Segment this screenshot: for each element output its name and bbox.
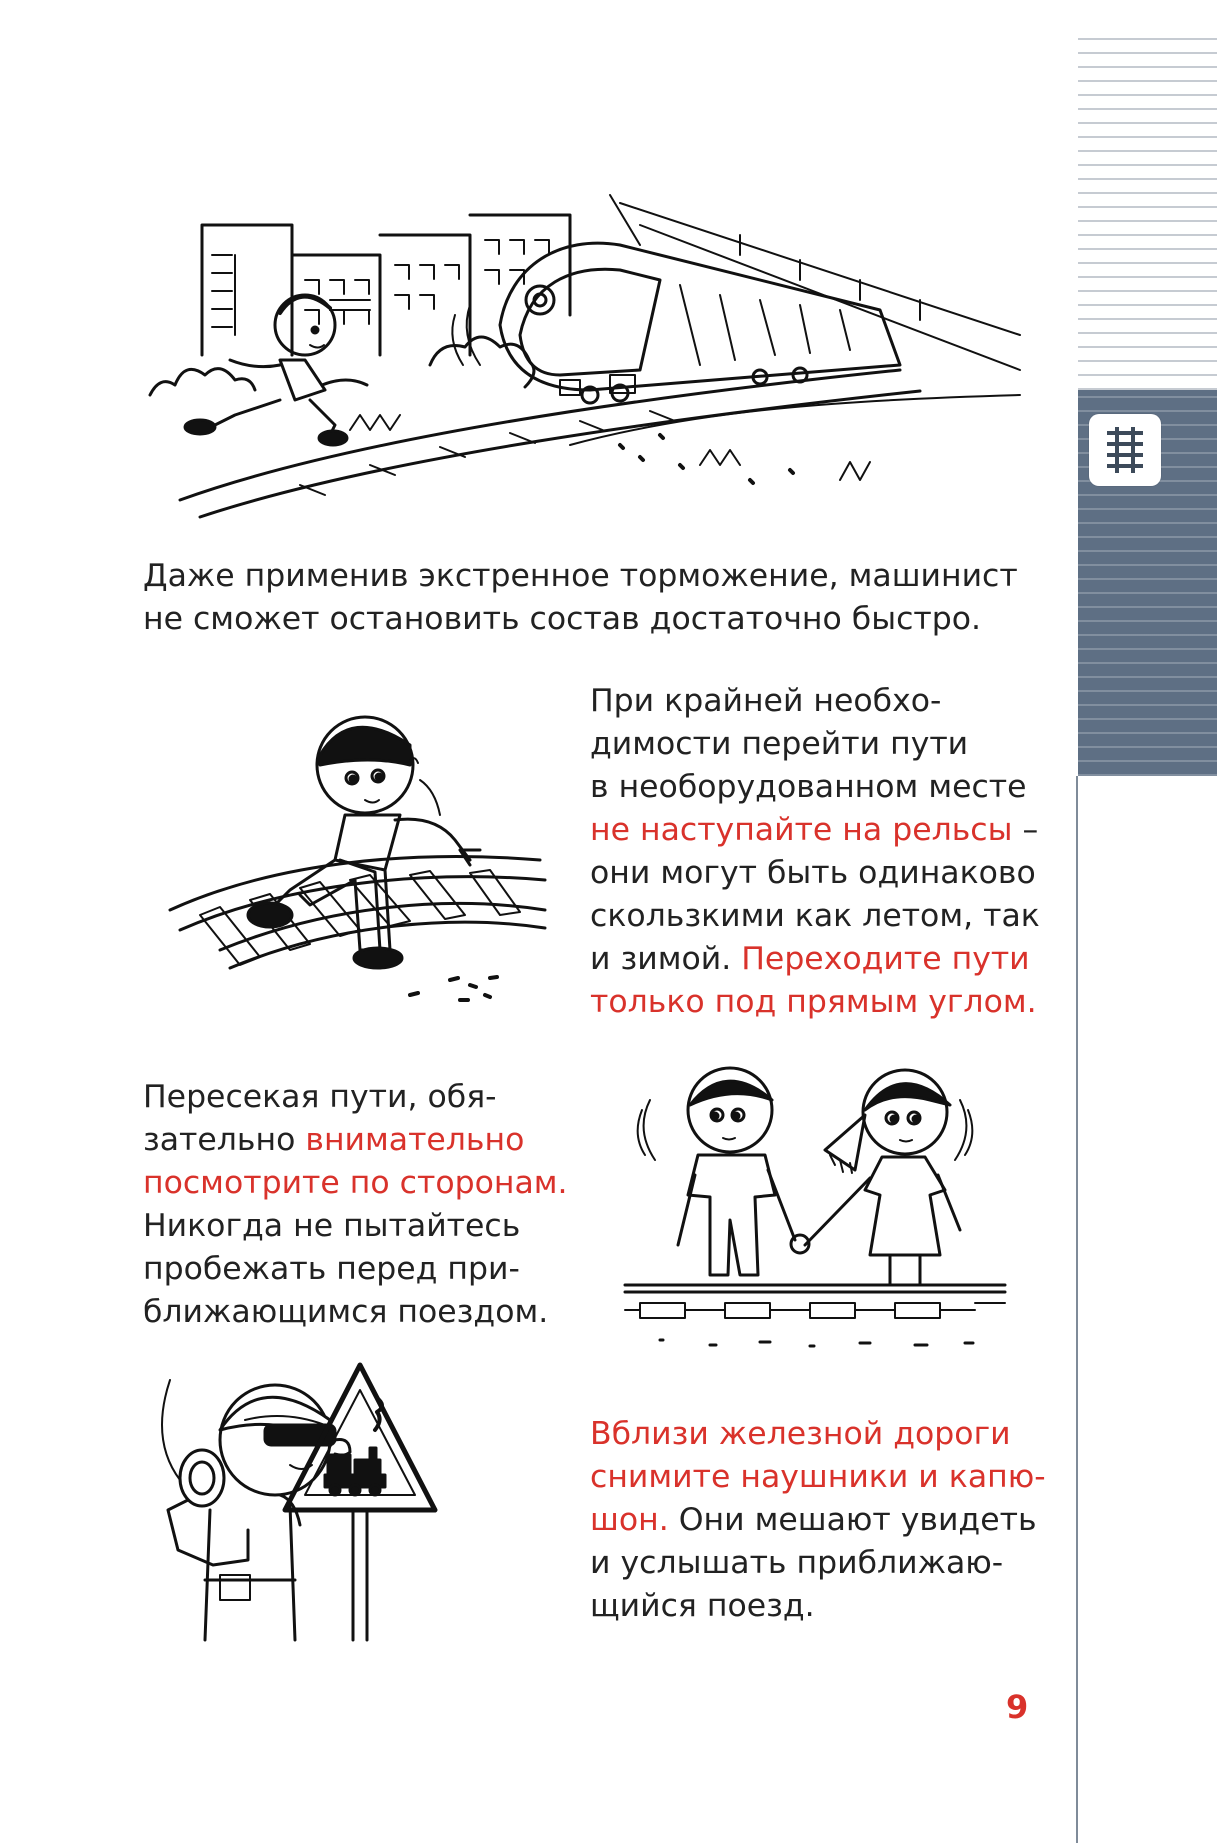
rails-text xyxy=(590,680,1040,1024)
headphones-warning-3: шон. xyxy=(590,1502,669,1538)
braking-line-1: Даже применив экстренное торможение, машинист xyxy=(143,558,1018,594)
look-warning-2: посмотрите по сторонам. xyxy=(143,1165,568,1201)
look-warning-1: внимательно xyxy=(305,1122,525,1158)
look-text xyxy=(143,1076,568,1334)
headphones-sign-illustration xyxy=(150,1360,530,1650)
look-line-4: Никогда не пытайтесь xyxy=(143,1208,521,1244)
train-illustration xyxy=(140,195,1050,540)
braking-line-2: не сможет остановить состав достаточно быстро. xyxy=(143,601,982,637)
look-line-5: пробежать перед при- xyxy=(143,1251,520,1287)
headphones-warning-1: Вблизи железной дороги xyxy=(590,1416,1011,1452)
look-line-6: ближающимся поездом. xyxy=(143,1294,549,1330)
rails-line-3: в необорудованном месте xyxy=(590,769,1027,805)
page-number: 9 xyxy=(1006,1688,1029,1726)
rails-line-7: и зимой. xyxy=(590,941,742,977)
kids-looking-illustration xyxy=(620,1060,1015,1380)
margin-rule xyxy=(1076,776,1078,1843)
headphones-line-3: Они мешают увидеть xyxy=(668,1502,1037,1538)
rails-line-2: димости перейти пути xyxy=(590,726,969,762)
margin-pattern xyxy=(1078,38,1217,390)
rails-dash: – xyxy=(1012,812,1039,848)
railway-track-icon xyxy=(1089,414,1161,486)
headphones-line-5: щийся поезд. xyxy=(590,1588,815,1624)
boy-crossing-rails-illustration xyxy=(160,710,550,1020)
headphones-warning-2: снимите наушники и капю- xyxy=(590,1459,1046,1495)
rails-warning-2: Переходите пути xyxy=(741,941,1030,977)
headphones-text xyxy=(590,1413,1046,1628)
rails-warning-3: только под прямым углом. xyxy=(590,984,1037,1020)
rails-line-6: скользкими как летом, так xyxy=(590,898,1040,934)
headphones-line-4: и услышать приближаю- xyxy=(590,1545,1004,1581)
look-line-1: Пересекая пути, обя- xyxy=(143,1079,497,1115)
braking-text xyxy=(143,555,1018,641)
rails-line-1: При крайней необхо- xyxy=(590,683,942,719)
rails-line-5: они могут быть одинаково xyxy=(590,855,1036,891)
look-line-2: зательно xyxy=(143,1122,306,1158)
rails-warning-1: не наступайте на рельсы xyxy=(590,812,1013,848)
